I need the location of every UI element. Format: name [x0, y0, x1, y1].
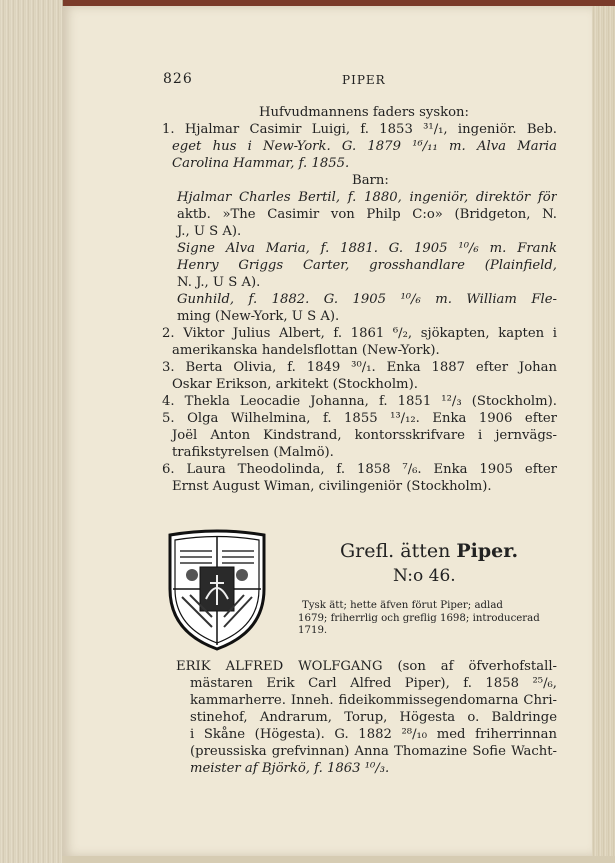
sibling-line: Joël Anton Kindstrand, kontorsskrifvare i jernvägs-: [172, 428, 557, 443]
coat-of-arms-icon: [162, 527, 272, 652]
section-title-prefix: Grefl. ätten: [340, 540, 451, 562]
running-title: PIPER: [342, 73, 386, 87]
child-line: Gunhild, f. 1882. G. 1905 ¹⁰/₆ m. William Fle-: [177, 292, 557, 307]
sibling-line: 1. Hjalmar Casimir Luigi, f. 1853 ³¹/₁, ingeniör. Beb.: [162, 122, 557, 137]
erik-line: meister af Björkö, f. 1863 ¹⁰/₃.: [190, 761, 390, 776]
sibling-line: Carolina Hammar, f. 1855.: [172, 156, 350, 171]
sibling-line: Oskar Erikson, arkitekt (Stockholm).: [172, 377, 418, 392]
sibling-line: Ernst August Wiman, civilingeniör (Stockholm).: [172, 479, 492, 494]
section-note: [298, 600, 556, 638]
book-bottom-edge: [62, 856, 615, 863]
sibling-line: 5. Olga Wilhelmina, f. 1855 ¹³/₁₂. Enka 1906 efter: [162, 411, 557, 426]
book-left-page-edges: [0, 0, 63, 863]
note-line: 1679; friherrlig och greflig 1698; introducerad: [298, 612, 540, 624]
sibling-line: 3. Berta Olivia, f. 1849 ³⁰/₁. Enka 1887 efter Johan: [162, 360, 557, 375]
note-line: Tysk ätt; hette äfven förut Piper; adlad: [302, 600, 503, 611]
erik-line: stinehof, Andrarum, Torup, Högesta o. Baldringe: [190, 710, 557, 725]
child-line: N. J., U S A).: [177, 275, 261, 290]
child-line: aktb. »The Casimir von Philp C:o» (Bridgeton, N.: [177, 207, 557, 222]
page-number: 826: [163, 71, 193, 87]
child-line: Hjalmar Charles Bertil, f. 1880, ingeniör, direktör för: [177, 190, 557, 205]
erik-line: kammarherre. Inneh. fideikommissegendomarna Chri-: [190, 693, 557, 708]
note-line: 1719.: [298, 625, 328, 636]
sibling-line: eget hus i New-York. G. 1879 ¹⁶/₁₁ m. Alva Maria: [172, 139, 557, 154]
erik-line: mästaren Erik Carl Alfred Piper), f. 1858 ²⁵/₆,: [190, 676, 557, 691]
siblings-heading: Hufvudmannens faders syskon:: [259, 105, 469, 120]
child-line: J., U S A).: [177, 224, 242, 239]
child-line: ming (New-York, U S A).: [177, 309, 340, 324]
sibling-line: trafikstyrelsen (Malmö).: [172, 445, 334, 460]
sibling-line: 4. Thekla Leocadie Johanna, f. 1851 ¹²/₃ (Stockholm).: [162, 394, 557, 409]
sibling-line: 6. Laura Theodolinda, f. 1858 ⁷/₆. Enka 1905 efter: [162, 462, 557, 477]
child-line: Signe Alva Maria, f. 1881. G. 1905 ¹⁰/₆ m. Frank: [177, 241, 557, 256]
children-heading: Barn:: [352, 173, 389, 188]
book-right-page-edges: [592, 6, 615, 863]
erik-entry: [162, 658, 557, 777]
section-title-name: Piper.: [456, 540, 519, 562]
section-title: [340, 540, 518, 562]
sibling-line: 2. Viktor Julius Albert, f. 1861 ⁶/₂, sjökapten, kapten i: [162, 326, 557, 341]
erik-line: ERIK ALFRED WOLFGANG (son af öfverhofstall-: [176, 659, 557, 674]
erik-line: i Skåne (Högesta). G. 1882 ²⁸/₁₀ med friherrinnan: [190, 727, 557, 742]
erik-line: (preussiska grefvinnan) Anna Thomazine Sofie Wacht-: [190, 744, 557, 759]
sibling-line: amerikanska handelsflottan (New-York).: [172, 343, 440, 358]
child-line: Henry Griggs Carter, grosshandlare (Plainfield,: [177, 258, 557, 273]
section-number: N:o 46.: [393, 566, 456, 586]
siblings-section: [162, 104, 557, 495]
